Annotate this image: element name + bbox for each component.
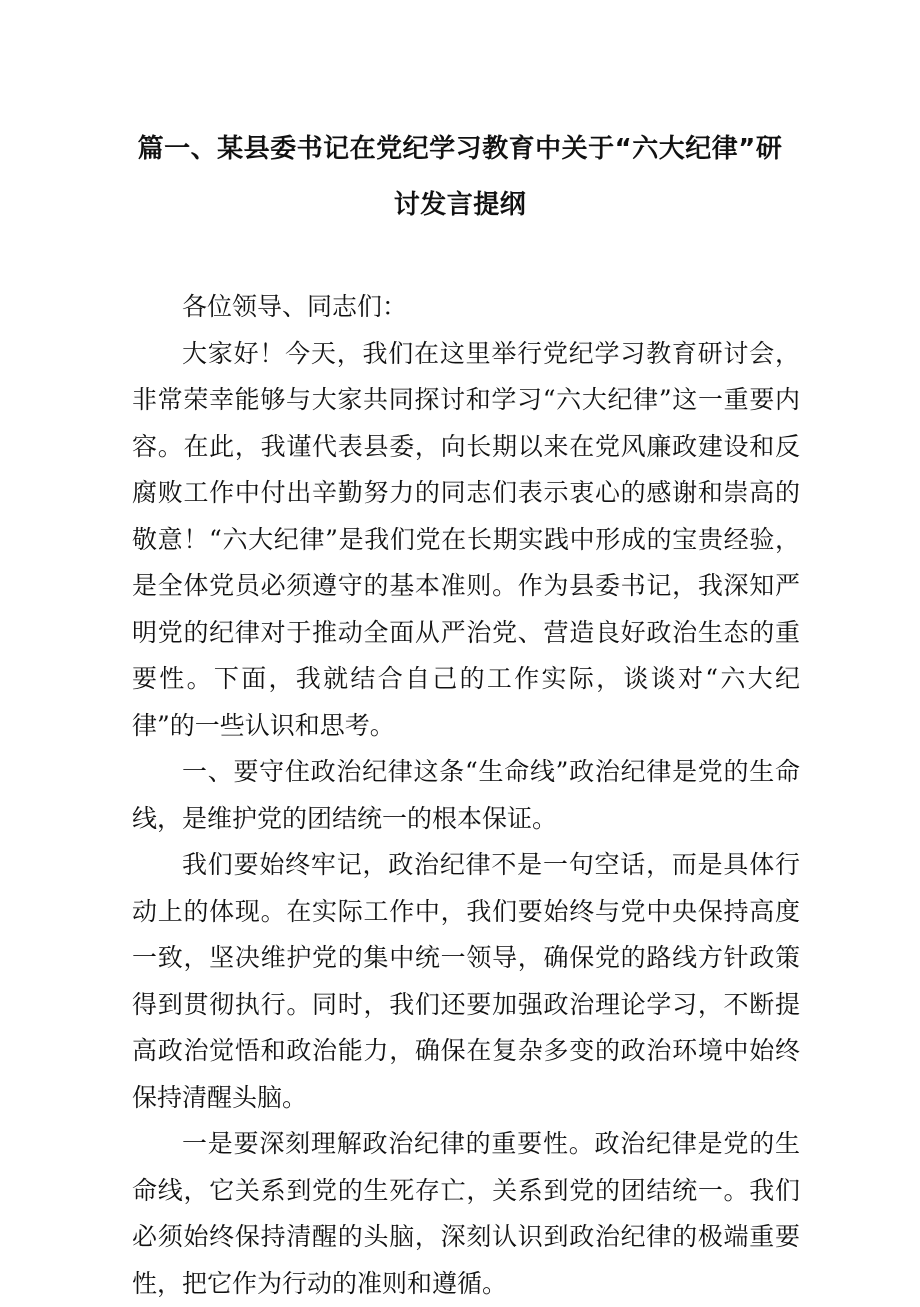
paragraph-section-heading: 一、要守住政治纪律这条“生命线”政治纪律是党的生命线，是维护党的团结统一的根本保证。 — [132, 757, 800, 833]
paragraph-political-discipline: 我们要始终牢记，政治纪律不是一句空话，而是具体行动上的体现。在实际工作中，我们要始终与党中央保持高度一致，坚决维护党的集中统一领导，确保党的路线方针政策得到贯彻执行。同时，我们还要加强政治理论学习，不断提高政治觉悟和政治能力，确保在复杂多变的政治环境中始终保持清醒头脑。 — [132, 850, 800, 1112]
document-title-line-2: 讨发言提纲 — [393, 190, 527, 220]
document-title-line-1: 篇一、某县委书记在党纪学习教育中关于“六大纪律”研 — [137, 134, 783, 164]
salutation: 各位领导、同志们： — [182, 292, 408, 321]
paragraph-opening: 大家好！今天，我们在这里举行党纪学习教育研讨会，非常荣幸能够与大家共同探讨和学习“六大纪律”这一重要内容。在此，我谨代表县委，向长期以来在党风廉政建设和反腐败工作中付出辛勤努力的同志们表示衷心的感谢和崇高的敬意！“六大纪律”是我们党在长期实践中形成的宝贵经验，是全体党员必须遵守的基本准则。作为县委书记，我深知严明党的纪律对于推动全面从严治党、营造良好政治生态的重要性。下面，我就结合自己的工作实际，谈谈对“六大纪律”的一些认识和思考。 — [132, 338, 800, 740]
document-body — [132, 284, 800, 1307]
paragraph-point-one: 一是要深刻理解政治纪律的重要性。政治纪律是党的生命线，它关系到党的生死存亡，关系到党的团结统一。我们必须始终保持清醒的头脑，深刻认识到政治纪律的极端重要性，把它作为行动的准则和遵循。 — [132, 1129, 800, 1298]
